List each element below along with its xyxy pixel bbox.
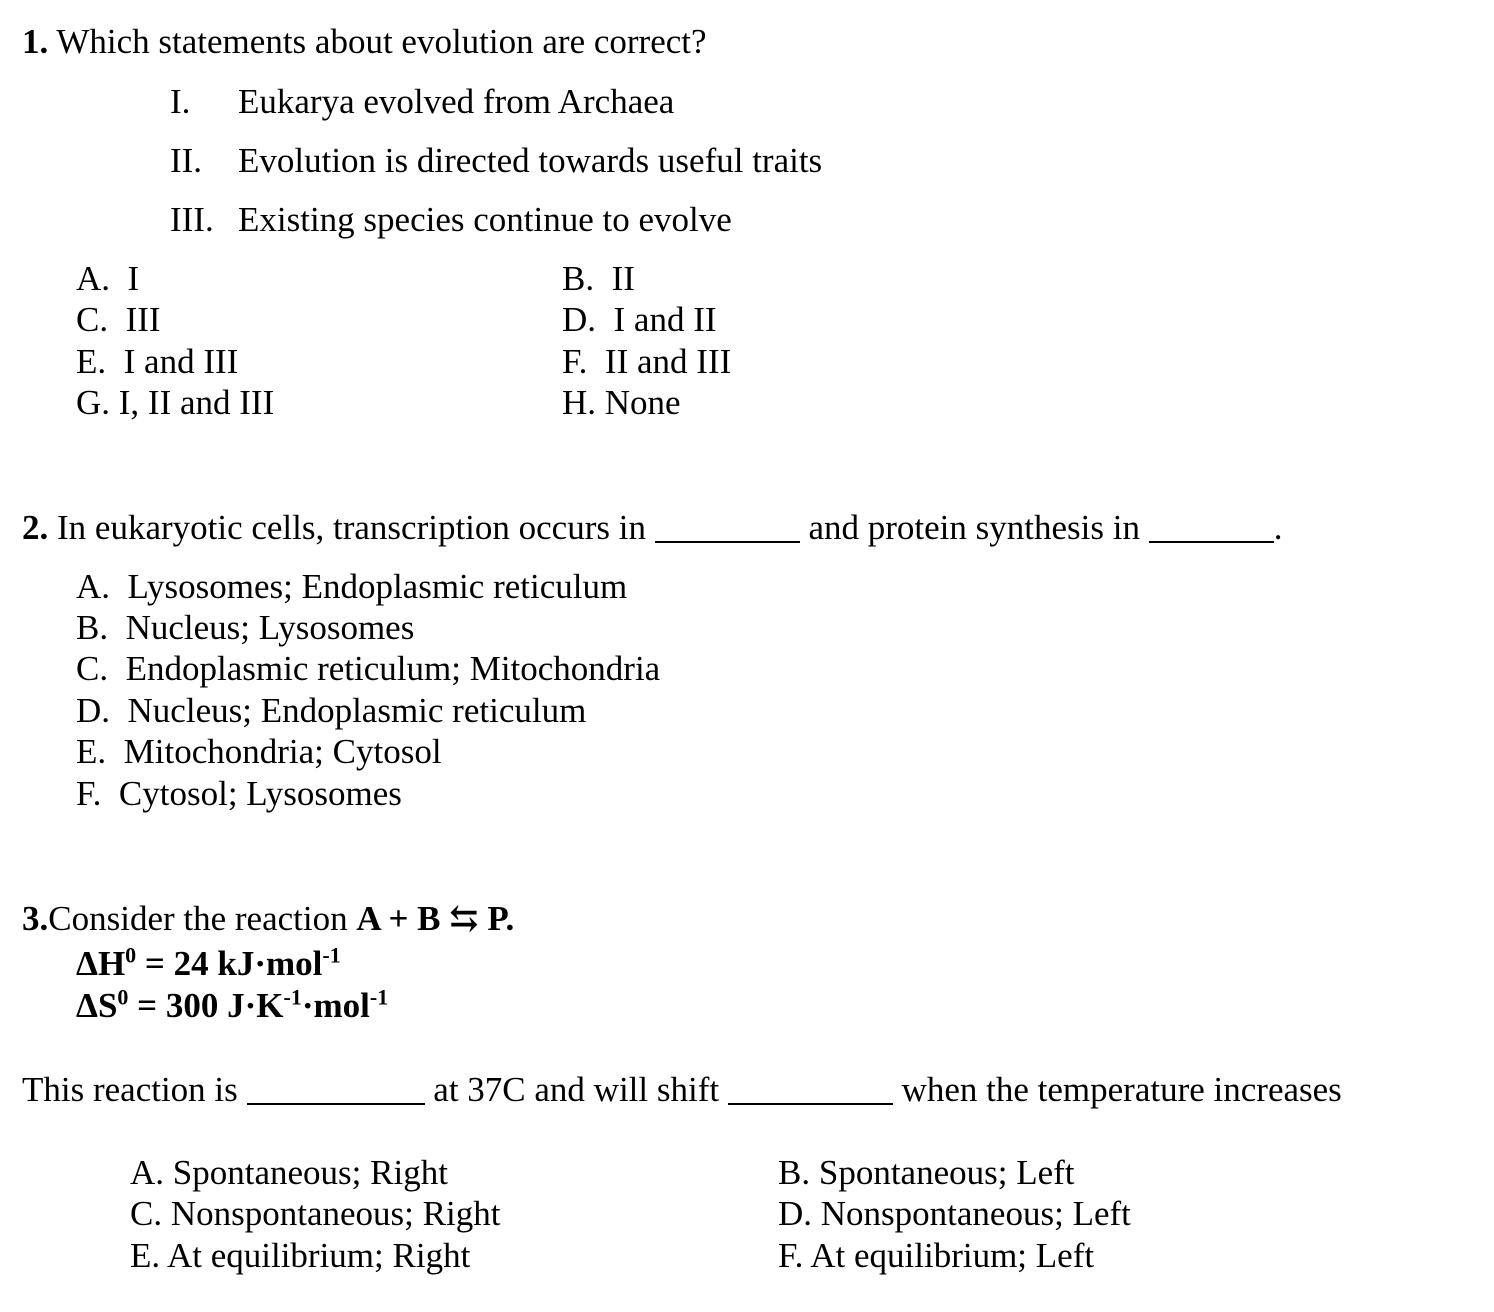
statement-3-text: Existing species continue to evolve (238, 200, 732, 239)
period: . (1273, 508, 1283, 547)
q2-option-a[interactable] (76, 569, 627, 604)
option-letter: B. (76, 608, 109, 647)
question-number: 3. (22, 899, 49, 938)
answer-blank[interactable] (655, 511, 800, 543)
entropy-unit: ·mol (301, 986, 370, 1025)
statement-1-text: Eukarya evolved from Archaea (238, 82, 675, 121)
option-letter: A. (76, 259, 111, 298)
option-text: Spontaneous; Right (172, 1153, 448, 1192)
option-letter: B. (562, 259, 595, 298)
question-text: when the temperature increases (901, 1070, 1342, 1109)
option-letter: G. (76, 383, 111, 422)
enthalpy-label: ΔH (76, 944, 126, 983)
option-letter: E. (76, 732, 107, 771)
option-letter: A. (130, 1153, 165, 1192)
option-letter: F. (76, 774, 102, 813)
question-number: 2. (22, 508, 49, 547)
option-text: I (127, 259, 140, 298)
q2-option-b[interactable] (76, 610, 414, 645)
option-text: Mitochondria; Cytosol (123, 732, 442, 771)
q3-option-c[interactable] (130, 1196, 500, 1231)
statement-3-num: III. (170, 200, 214, 239)
q2-option-d[interactable] (76, 693, 586, 728)
q1-option-g[interactable] (76, 385, 274, 420)
option-text: Nucleus; Lysosomes (125, 608, 415, 647)
q1-option-h[interactable] (562, 385, 681, 420)
option-letter: C. (130, 1194, 163, 1233)
question-text: Which statements about evolution are correct? (56, 22, 707, 61)
option-letter: F. (562, 342, 588, 381)
option-text: I and III (123, 342, 239, 381)
q2-option-e[interactable] (76, 734, 442, 769)
q1-option-c[interactable] (76, 302, 161, 337)
q3-option-a[interactable] (130, 1155, 448, 1190)
question-number: 1. (22, 22, 49, 61)
reaction-reactants: A + B (356, 899, 441, 938)
question-text: Consider the reaction (48, 899, 348, 938)
option-text: Lysosomes; Endoplasmic reticulum (127, 567, 628, 606)
question-2-stem (22, 510, 1282, 545)
question-text: at 37C and will shift (433, 1070, 720, 1109)
enthalpy-line (76, 942, 341, 983)
answer-blank[interactable] (1149, 511, 1274, 543)
option-text: II (611, 259, 635, 298)
option-text: I and II (613, 300, 717, 339)
option-text: I, II and III (118, 383, 275, 422)
unit-exponent: -1 (322, 942, 341, 968)
option-letter: D. (562, 300, 597, 339)
question-1-stem (22, 24, 707, 59)
option-text: Nonspontaneous; Left (820, 1194, 1131, 1233)
q1-option-a[interactable] (76, 261, 139, 296)
option-letter: E. (130, 1236, 161, 1275)
option-letter: F. (778, 1236, 804, 1275)
equilibrium-arrow-icon: ⇆ (449, 899, 479, 938)
option-text: Cytosol; Lysosomes (118, 774, 402, 813)
option-text: At equilibrium; Left (810, 1236, 1095, 1275)
statement-2-text: Evolution is directed towards useful traits (238, 141, 823, 180)
option-text: Endoplasmic reticulum; Mitochondria (125, 649, 661, 688)
q2-option-c[interactable] (76, 651, 660, 686)
q1-option-f[interactable] (562, 344, 731, 379)
option-text: Nucleus; Endoplasmic reticulum (127, 691, 587, 730)
q1-option-e[interactable] (76, 344, 238, 379)
statement-2-num: II. (170, 141, 203, 180)
question-text: and protein synthesis in (808, 508, 1140, 547)
answer-blank[interactable] (728, 1073, 893, 1105)
q1-option-b[interactable] (562, 261, 635, 296)
reaction-product: P. (487, 899, 515, 938)
q3-option-b[interactable] (778, 1155, 1075, 1190)
question-3-stem (22, 901, 514, 936)
option-letter: C. (76, 649, 109, 688)
option-letter: B. (778, 1153, 811, 1192)
question-text: In eukaryotic cells, transcription occurs in (57, 508, 646, 547)
standard-state-sup: 0 (125, 942, 137, 968)
option-letter: A. (76, 567, 111, 606)
option-text: None (604, 383, 681, 422)
entropy-value: = 300 J·K (137, 986, 284, 1025)
option-letter: D. (76, 691, 111, 730)
unit-exponent: -1 (283, 984, 302, 1010)
option-letter: D. (778, 1194, 813, 1233)
question-text: This reaction is (22, 1070, 238, 1109)
answer-blank[interactable] (247, 1073, 425, 1105)
option-text: III (125, 300, 161, 339)
q3-option-f[interactable] (778, 1238, 1094, 1273)
option-letter: C. (76, 300, 109, 339)
enthalpy-value: = 24 kJ·mol (144, 944, 323, 983)
option-text: Spontaneous; Left (818, 1153, 1075, 1192)
q3-option-e[interactable] (130, 1238, 470, 1273)
option-letter: H. (562, 383, 597, 422)
option-letter: E. (76, 342, 107, 381)
statement-1-num: I. (170, 82, 191, 121)
standard-state-sup: 0 (117, 984, 129, 1010)
option-text: At equilibrium; Right (166, 1236, 471, 1275)
q3-option-d[interactable] (778, 1196, 1131, 1231)
unit-exponent: -1 (369, 984, 389, 1010)
entropy-line (76, 984, 389, 1025)
entropy-label: ΔS (76, 986, 118, 1025)
q1-option-d[interactable] (562, 302, 717, 337)
question-3-fill-in (22, 1072, 1342, 1107)
option-text: II and III (604, 342, 732, 381)
option-text: Nonspontaneous; Right (170, 1194, 501, 1233)
q2-option-f[interactable] (76, 776, 402, 811)
